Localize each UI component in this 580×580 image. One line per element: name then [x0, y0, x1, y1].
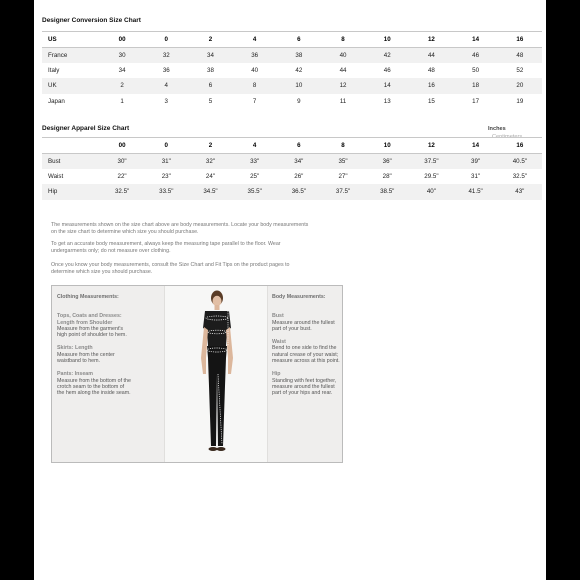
table-cell: 37.5" — [321, 184, 365, 200]
table-cell: 35.5" — [233, 184, 277, 200]
body-heading: Body Measurements: — [272, 294, 326, 300]
table-cell: 33" — [233, 153, 277, 169]
conversion-table — [42, 31, 542, 109]
row-label: Hip — [42, 184, 100, 200]
clothing-heading: Clothing Measurements: — [57, 294, 119, 300]
row-label: Waist — [48, 172, 64, 180]
table-cell: 1 — [120, 97, 124, 105]
header-cell: 8 — [321, 138, 365, 154]
table-cell: 19 — [516, 97, 524, 105]
model-figure — [165, 286, 269, 462]
table-cell: 32" — [188, 153, 232, 169]
table-cell: 29.5" — [424, 172, 439, 180]
table-cell: 37.5" — [409, 153, 453, 169]
table-cell: 18 — [454, 78, 498, 94]
table-cell: 34" — [277, 153, 321, 169]
table-cell: 31" — [144, 153, 188, 169]
table-cell: 30" — [100, 153, 144, 169]
table-cell: 40 — [321, 47, 365, 63]
header-cell: 14 — [454, 32, 498, 48]
table-cell: 15 — [427, 97, 435, 105]
table-row — [42, 94, 542, 110]
table-cell: 38 — [277, 47, 321, 63]
pants-text: Measure from the bottom of the crotch seam to the bottom of the hem along the inside seam. — [57, 377, 131, 397]
info-paragraph: The measurements shown on the size chart above are body measurements. Locate your body measurements on the size chart to determine which size you should purchase. — [51, 222, 309, 235]
header-cell: 10 — [365, 32, 409, 48]
header-cell: 2 — [188, 138, 232, 154]
table-cell: 30 — [100, 47, 144, 63]
header-cell: 12 — [409, 32, 453, 48]
pants-title: Pants: Inseam — [57, 371, 93, 378]
table-cell: 10 — [277, 78, 321, 94]
table-cell: 32.5" — [512, 172, 527, 180]
header-cell: 2 — [188, 32, 232, 48]
table-cell: 31" — [471, 172, 481, 180]
table-cell: 38 — [207, 66, 214, 74]
table-cell: 25" — [250, 172, 260, 180]
table-row — [42, 63, 542, 79]
measurement-guide — [51, 285, 343, 463]
table-cell: 39" — [454, 153, 498, 169]
guide-item — [272, 339, 340, 364]
table-cell: 48 — [498, 47, 542, 63]
header-cell: 8 — [321, 32, 365, 48]
header-cell: 10 — [365, 138, 409, 154]
header-cell: 16 — [498, 138, 542, 154]
table-row — [42, 47, 542, 63]
header-cell: 0 — [144, 138, 188, 154]
table-row — [42, 78, 542, 94]
table-cell: 40.5" — [498, 153, 542, 169]
header-cell: 12 — [409, 138, 453, 154]
table-cell: 44 — [409, 47, 453, 63]
bust-text: Measure around the fullest part of your bust. — [272, 319, 335, 332]
conversion-chart-title: Designer Conversion Size Chart — [42, 17, 141, 24]
table-cell: 22" — [117, 172, 127, 180]
table-header-row — [42, 138, 542, 154]
table-cell: 33.5" — [144, 184, 188, 200]
hip-text: Standing with feet together, measure around the fullest part of your hips and rear. — [272, 377, 337, 397]
table-cell: 6 — [188, 78, 232, 94]
table-cell: 36 — [233, 47, 277, 63]
unit-centimeters-option[interactable]: Centimeters — [492, 134, 523, 140]
table-cell: 7 — [252, 97, 257, 105]
guide-item — [272, 371, 340, 396]
table-cell: 5 — [208, 97, 213, 105]
table-cell: 43" — [498, 184, 542, 200]
apparel-table — [42, 137, 542, 200]
table-cell: 26" — [294, 172, 304, 180]
table-cell: 34.5" — [188, 184, 232, 200]
table-cell: 46 — [454, 47, 498, 63]
clothing-measurements — [57, 294, 131, 404]
table-cell: 13 — [383, 97, 391, 105]
header-cell: 0 — [144, 32, 188, 48]
size-chart-page — [34, 0, 546, 580]
table-cell: 42 — [365, 47, 409, 63]
header-cell: US — [42, 32, 100, 48]
table-row — [42, 169, 542, 185]
row-label: Japan — [48, 97, 65, 105]
table-cell: 50 — [472, 66, 480, 74]
table-cell: 28" — [382, 172, 392, 180]
header-cell — [42, 138, 100, 154]
table-cell: 23" — [161, 172, 171, 180]
row-label: Italy — [48, 66, 60, 74]
table-cell: 34 — [188, 47, 232, 63]
table-cell: 8 — [233, 78, 277, 94]
table-cell: 40 — [251, 66, 259, 74]
header-cell: 4 — [233, 32, 277, 48]
table-row — [42, 184, 542, 200]
table-cell: 27" — [338, 172, 348, 180]
header-cell: 6 — [277, 138, 321, 154]
table-cell: 35" — [321, 153, 365, 169]
table-cell: 38.5" — [365, 184, 409, 200]
table-cell: 32.5" — [100, 184, 144, 200]
table-cell: 12 — [321, 78, 365, 94]
row-label: Bust — [42, 153, 100, 169]
table-cell: 17 — [472, 97, 480, 105]
table-cell: 32 — [144, 47, 188, 63]
table-cell: 41.5" — [454, 184, 498, 200]
header-cell: 14 — [454, 138, 498, 154]
table-cell: 46 — [383, 66, 391, 74]
skirts-text: Measure from the center waistband to hem. — [57, 351, 115, 365]
header-cell: 6 — [277, 32, 321, 48]
bust-title: Bust — [272, 313, 284, 320]
info-paragraph: To get an accurate body measurement, always keep the measuring tape parallel to the floor. Wear undergarments only; do not measure over clothing. — [51, 241, 281, 254]
table-cell: 24" — [205, 172, 216, 180]
info-paragraph: Once you know your body measurements, consult the Size Chart and Fit Tips on the product pages to determine which size you should purchase. — [51, 262, 290, 275]
skirts-title: Skirts: Length — [57, 345, 93, 352]
waist-text: Bend to one side to find the natural crease of your waist; measure across at this point. — [272, 345, 340, 365]
table-cell: 42 — [295, 66, 303, 74]
unit-inches-option[interactable]: Inches — [488, 126, 506, 132]
hip-title: Hip — [272, 371, 281, 378]
table-row — [42, 153, 542, 169]
header-cell: 00 — [100, 32, 144, 48]
guide-item — [272, 313, 340, 332]
header-cell: 16 — [498, 32, 542, 48]
table-cell: 34 — [118, 66, 126, 74]
body-measurements — [272, 294, 340, 404]
model-photo — [164, 286, 268, 462]
table-cell: 40" — [409, 184, 453, 200]
table-cell: 2 — [100, 78, 144, 94]
waist-title: Waist — [272, 339, 286, 346]
apparel-chart-title: Designer Apparel Size Chart — [42, 125, 130, 132]
table-cell: 3 — [164, 97, 168, 105]
table-cell: 16 — [409, 78, 453, 94]
table-cell: 14 — [365, 78, 409, 94]
guide-item — [57, 313, 131, 338]
table-cell: 48 — [427, 66, 435, 74]
table-cell: 36.5" — [277, 184, 321, 200]
table-cell: 36" — [365, 153, 409, 169]
table-cell: 52 — [516, 66, 524, 74]
table-cell: 9 — [297, 97, 301, 105]
table-header-row — [42, 32, 542, 48]
table-cell: 36 — [162, 66, 170, 74]
table-cell: 20 — [498, 78, 542, 94]
row-label: France — [42, 47, 100, 63]
table-cell: 11 — [339, 97, 347, 105]
guide-item — [57, 345, 131, 364]
guide-item — [57, 371, 131, 396]
header-cell: 00 — [100, 138, 144, 154]
tops-title: Tops, Coats and Dresses: Length from Shoulder — [57, 313, 122, 326]
row-label: UK — [42, 78, 100, 94]
header-cell: 4 — [233, 138, 277, 154]
table-cell: 44 — [339, 66, 347, 74]
table-cell: 4 — [144, 78, 188, 94]
tops-text: Measure from the garment's high point of shoulder to hem. — [57, 325, 127, 339]
